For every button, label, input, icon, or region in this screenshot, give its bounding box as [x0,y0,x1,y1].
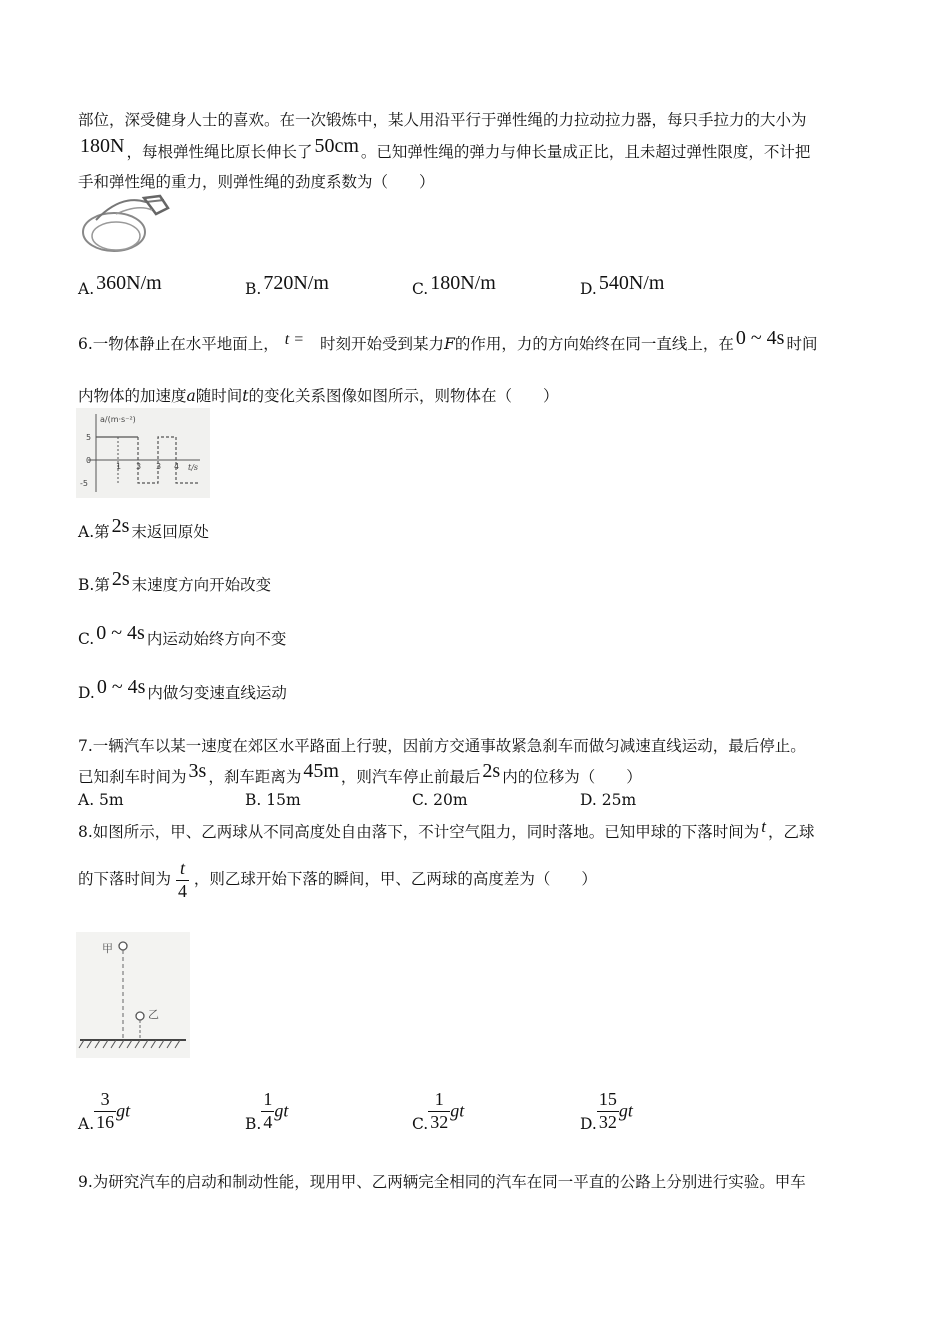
ball-yi [136,1012,144,1020]
q5-option-value: 540N/m [598,272,665,294]
q6-range: 0 ~ 4s [735,327,785,349]
q6-text: 时刻开始受到某力 [320,335,445,353]
q7-distance: 45m [303,760,339,782]
q6-t-eq: t = [284,331,305,348]
q5-option-d[interactable] [580,272,666,300]
q6-time-var: t [242,387,249,405]
q5-line-2 [78,135,811,163]
q8-text: ，则乙球开始下落的瞬间，甲、乙两球的高度差为（ ） [193,870,597,889]
q7-text: ，则汽车停止前最后 [340,768,481,786]
q7-text: 已知刹车时间为 [78,768,187,786]
q5-option-label: C. [412,280,429,298]
q6-option-math: 0 ~ 4s [96,622,145,644]
q8-option-num: 15 [597,1089,619,1112]
q6-option-label: D. [78,684,95,702]
q8-fraction-num: t [176,858,189,881]
q8-option-num: 3 [94,1089,116,1112]
graph-xtick: 1 [116,462,122,471]
q6-option-math: 0 ~ 4s [96,676,146,698]
q8-option-den: 4 [263,1111,273,1132]
q8-option-d[interactable] [580,1089,633,1133]
q8-falling-balls-figure [76,932,190,1058]
ball-yi-label: 乙 [148,1008,159,1021]
q6-option-math: 2s [111,568,130,590]
q9-line-1: 9.为研究汽车的启动和制动性能，现用甲、乙两辆完全相同的汽车在同一平直的公路上分别进行实验。甲车 [78,1173,806,1191]
q5-option-label: A. [78,280,95,298]
q8-option-gt: gt [618,1100,633,1121]
q8-fraction-den: 4 [177,880,187,901]
q8-option-fraction [261,1089,274,1133]
q8-line-2 [78,858,597,902]
q7-line-2 [78,760,642,788]
q6-force-var: F [444,335,455,353]
q6-text: 的作用，力的方向始终在同一直线上，在 [454,335,734,353]
q8-option-num: 1 [261,1089,274,1112]
q6-option-a[interactable] [78,515,209,543]
q8-option-num: 1 [428,1089,450,1112]
graph-ytick: -5 [80,479,88,488]
q8-text: ，乙球 [768,823,815,841]
q6-text: 随时间 [195,387,243,405]
q7-last-time: 2s [482,760,501,782]
q8-option-gt: gt [450,1100,465,1121]
q5-line-2b: 。已知弹性绳的弹力与伸长量成正比，且未超过弹性限度，不计把 [360,143,811,161]
q7-text: ，刹车距离为 [208,768,302,786]
q8-option-a[interactable] [78,1089,130,1133]
q7-text: 内的位移为（ ） [502,768,642,786]
q7-line-1: 7.一辆汽车以某一速度在郊区水平路面上行驶，因前方交通事故紧急刹车而做匀减速直线运动，最后停止。 [78,737,806,755]
q8-option-fraction [597,1089,619,1133]
graph-xtick: 4 [174,462,180,471]
q7-option-d[interactable]: D. 25m [580,791,637,809]
q5-force: 180N [80,135,125,157]
q6-option-label: C. [78,630,95,648]
q6-accel-graph [76,408,210,498]
q5-option-value: 720N/m [263,272,329,294]
q8-option-den: 32 [430,1111,449,1132]
q5-option-a[interactable] [78,272,164,300]
graph-xlabel: t/s [188,463,199,472]
q5-option-c[interactable] [412,272,498,300]
graph-xtick: 3 [136,462,142,471]
q6-option-text: 末返回原处 [131,523,209,541]
q8-option-fraction [94,1089,116,1133]
graph-xtick: 3 [156,462,162,471]
q6-text: 内物体的加速度 [78,387,187,405]
q8-option-den: 32 [598,1111,617,1132]
q8-line-1 [78,817,815,842]
q8-text: 8.如图所示，甲、乙两球从不同高度处自由落下，不计空气阻力，同时落地。已知甲球的下落时间为 [78,823,760,841]
q8-text: 的下落时间为 [78,870,172,889]
q6-option-c[interactable] [78,622,287,650]
q7-option-c[interactable]: C. 20m [412,791,468,809]
exerciser-figure [76,192,172,262]
q6-line-2 [78,384,559,406]
q8-option-den: 16 [96,1111,115,1132]
q8-option-label: B. [245,1115,262,1134]
q8-option-gt: gt [116,1100,131,1121]
q6-text: 6.一物体静止在水平地面上， [78,335,279,353]
graph-ylabel: a/(m·s⁻²) [100,415,136,424]
q6-option-d[interactable] [78,676,287,704]
q6-option-label: A.第 [78,523,110,541]
q8-time-var: t [761,817,767,836]
q7-option-b[interactable]: B. 15m [245,791,301,809]
q5-option-value: 360N/m [96,272,162,294]
q8-option-label: A. [78,1115,95,1134]
q7-time: 3s [188,760,207,782]
q6-option-label: B.第 [78,576,110,594]
q5-option-value: 180N/m [430,272,496,294]
q8-option-b[interactable] [245,1089,288,1133]
q5-line-3: 手和弹性绳的重力，则弹性绳的劲度系数为（ ） [78,173,435,191]
q8-fraction [176,858,189,902]
q5-option-b[interactable] [245,272,331,300]
q5-stretch: 50cm [314,135,359,157]
q6-option-text: 末速度方向开始改变 [131,576,272,594]
q5-line-2a: ，每根弹性绳比原长伸长了 [126,143,313,161]
q6-option-b[interactable] [78,568,272,596]
graph-ytick: 0 [86,456,92,465]
ball-jia [119,942,127,950]
q6-option-text: 内做匀变速直线运动 [147,684,287,702]
q8-option-label: C. [412,1115,429,1134]
q6-text: 的变化关系图像如图所示，则物体在（ ） [248,387,559,405]
q6-option-math: 2s [111,515,130,537]
q6-line-1 [78,327,818,355]
graph-ytick: 5 [86,433,92,442]
q5-option-label: D. [580,280,597,298]
q8-option-c[interactable] [412,1089,464,1133]
q8-option-gt: gt [274,1100,289,1121]
q5-line-1: 部位，深受健身人士的喜欢。在一次锻炼中，某人用沿平行于弹性绳的力拉动拉力器，每只手拉力的大小为 [78,111,807,129]
q6-text: 时间 [786,335,818,353]
q5-option-label: B. [245,280,262,298]
q7-option-a[interactable]: A. 5m [78,791,124,809]
q6-option-text: 内运动始终方向不变 [146,630,287,648]
q8-option-fraction [428,1089,450,1133]
ball-jia-label: 甲 [102,942,113,955]
q6-accel-var: a [186,387,196,405]
q8-option-label: D. [580,1115,597,1134]
